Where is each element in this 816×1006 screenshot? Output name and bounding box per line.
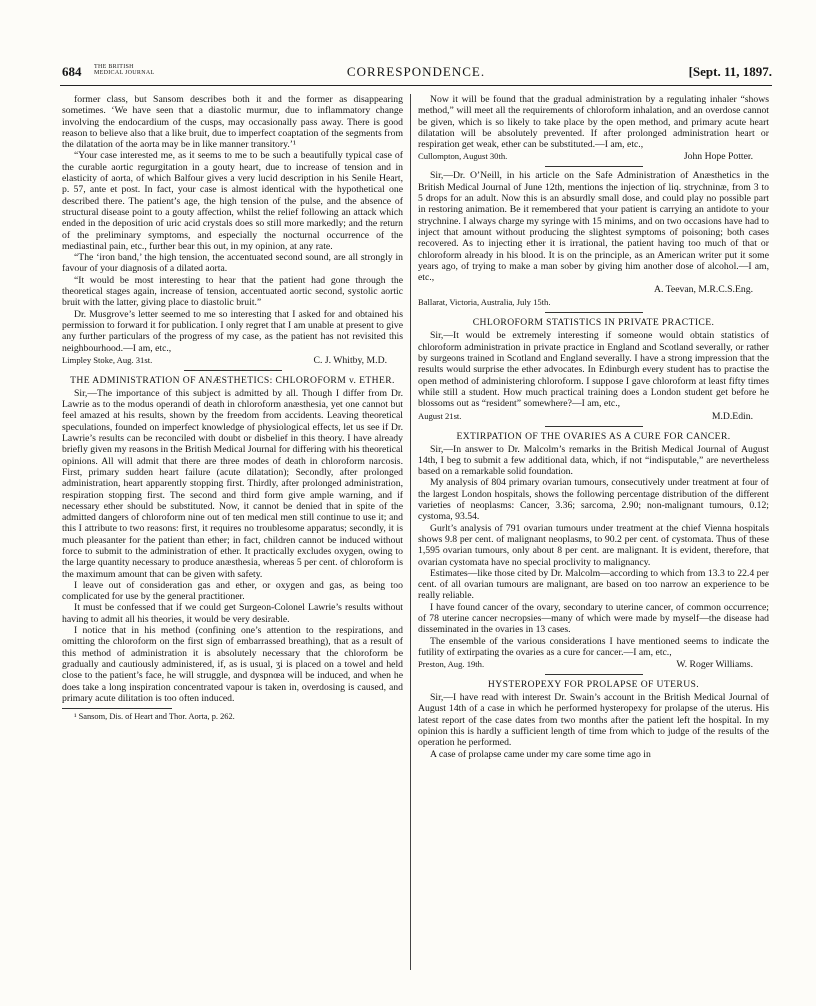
paragraph: A case of prolapse came under my care some time ago in	[430, 748, 651, 760]
signature-place: Ballarat, Victoria, Australia, July 15th.	[418, 297, 551, 308]
signature-place: Cullompton, August 30th.	[418, 151, 508, 162]
paragraph: Sir,—The importance of this subject is admitted by all. Though I differ from Dr. Lawrie as to the modus operandi of death in chloroform anæsthesia, yet one cannot but feel amazed at his results, shown by the freedom from accidents. Leaving theoretical speculations, founded on imperfect knowledge of physiological effects, let us see if Dr. Lawrie’s results can be reconciled with doubt or disbelief in this theory. I have already briefly given my reasons in the British Medical Journal for differing with his theoretical opinions. All will admit that there are three modes of death in chloroform narcosis. First, primary sudden heart failure (acute dilatation); Secondly, after prolonged administration, heart apparently stopping first. Thirdly, after prolonged administration, respiration stopping first. The second and third form give ample warning, and if necessary ether should be substituted. Now, it cannot be denied that in spite of the admitted dangers of chloroform nine out of ten medical men still continue to use it; and this I attribute to two reasons: first, it requires no troublesome apparatus; secondly, it is much pleasanter for the patient than ether; in fact, children cannot be induced without force to submit to the administration of ether. It practically excludes oxygen, owing to the large quantity necessary to produce anæsthesia, whereas 5 per cent. of chloroform is the maximum amount that can be given with safety.	[62, 387, 403, 580]
signature-place: August 21st.	[418, 410, 462, 421]
article-heading: HYSTEROPEXY FOR PROLAPSE OF UTERUS.	[487, 679, 700, 691]
paragraph: Gurlt’s analysis of 791 ovarian tumours under treatment at the chief Vienna hospitals shows 9.8 per cent. of malignant neoplasms, to 90.2 per cent. of cystomata. Thus of these 1,595 ovarian tumours, only about 8 per cent. are malignant. It is evident, therefore, that ovarian cystomata have no special proclivity to malignancy.	[418, 522, 769, 568]
paragraph: Now it will be found that the gradual administration by a regulating inhaler “shows method,” will meet all the requirements of chloroform inhalation, and an overdose cannot be given, which is so likely to take place by the open method, and primary acute heart dilatation will be absolutely prevented. If after prolonged administration heart or respiration get weak, ether can be substituted.—I am, etc.,	[418, 94, 769, 151]
article-heading: CHLOROFORM STATISTICS IN PRIVATE PRACTICE.	[472, 317, 715, 329]
section-title: CORRESPONDENCE.	[346, 64, 486, 79]
paragraph: Sir,—I have read with interest Dr. Swain’s account in the British Medical Journal of August 14th of a case in which he performed hysteropexy for prolapse of the uterus. His latest report of the case dates from two months after the patient left the hospital. In my opinion this is hardly a sufficient length of time from which to judge of the results of the operation he performed.	[418, 692, 769, 749]
header-rule	[60, 85, 772, 86]
footnote: ¹ Sansom, Dis. of Heart and Thor. Aorta, p. 262.	[74, 712, 235, 722]
separator-rule	[545, 426, 643, 427]
signature	[418, 411, 769, 423]
paragraph: It must be confessed that if we could get Surgeon-Colonel Lawrie’s results without having to admit all his theories, it would be very desirable.	[62, 602, 403, 625]
paragraph: “It would be most interesting to hear that the patient had gone through the theoretical stages again, increase of tension, accentuated aortic second, systolic aortic bruit with the latter, giving place to diastolic bruit.”	[62, 274, 403, 309]
signature	[418, 151, 769, 163]
paragraph: Estimates—like those cited by Dr. Malcolm—according to which from 13.3 to 22.4 per cent. of all ovarian tumours are malignant, are based on too narrow an experience to be really reliable.	[418, 567, 769, 602]
signature-name: A. Teevan, M.R.C.S.Eng.	[654, 284, 753, 296]
signature	[62, 355, 403, 367]
separator-rule	[545, 166, 643, 167]
paragraph: I notice that in his method (confining one’s attention to the respirations, and omitting the chloroform on the first sign of embarrassed breathing), that as a result of this method of administration it is absolutely necessary that the chloroform be gradually and cautiously administered, if, as is usual, ʒi is placed on a towel and held close to the patient’s face, he will struggle, and dyspnœa will be induced, and when he does take a long inspiration concentrated vapour is taken in, overdosing is caused, and primary acute dilitation is too often induced.	[62, 625, 403, 704]
journal-name-line2: MEDICAL JOURNAL	[94, 70, 155, 76]
separator-rule	[545, 312, 643, 313]
paragraph: Sir,—Dr. O’Neill, in his article on the Safe Administration of Anæsthetics in the British Medical Journal of June 12th, mentions the injection of liq. strychninæ, from 3 to 5 drops for an adult. Now this is an absurdly small dose, and could play no possible part in restoring animation. Be it remembered that your patient is carrying an antidote to your strychnine. I always charge my syringe with 15 minims, and on two occasions have had to inject that amount without producing the slightest symptoms of poisoning; both cases recovered. As to injecting ether it is irrational, the patient having too much of that or chloroform already in his blood. It is on the principle, as an American writer put it some years ago, of trying to make a man sober by giving him another dose of alcohol.—I am, etc.,	[418, 170, 769, 284]
left-column	[62, 94, 403, 970]
paragraph: I leave out of consideration gas and ether, or oxygen and gas, as being too complicated for use by the general practitioner.	[62, 579, 403, 603]
article-heading: THE ADMINISTRATION OF ANÆSTHETICS: CHLOROFORM v. ETHER.	[70, 374, 395, 386]
page-header	[60, 64, 772, 86]
separator-rule	[545, 674, 643, 675]
paragraph: Dr. Musgrove’s letter seemed to me so interesting that I asked for and obtained his permission to forward it for publication. I only regret that I am unable at present to give any further particulars of the progress of my case, as the patient has not revisited this neighbourhood.—I am, etc.,	[62, 308, 403, 354]
paragraph: Sir,—It would be extremely interesting if someone would obtain statistics of chloroform administration in private practice in England and Scotland severally, or rather by surgeons trained in Scotland and England severally. I have a strong impression that the results would surprise the ether advocates. In Edinburgh every student has to practise the open method of administering chloroform. I suppose I gave chloroform at least fifty times while still a student. How much practical training does a London student get before he blossoms out as “resident” somewhere?—I am, etc.,	[418, 330, 769, 410]
article-heading: EXTIRPATION OF THE OVARIES AS A CURE FOR CANCER.	[456, 430, 731, 442]
signature	[418, 297, 769, 309]
page-number: 684	[62, 64, 82, 79]
paragraph: The ensemble of the various considerations I have mentioned seems to indicate the futility of extirpating the ovaries as a cure for cancer.—I am, etc.,	[418, 635, 769, 658]
paragraph: “Your case interested me, as it seems to me to be such a beautifully typical case of the curable aortic regurgitation in a gouty heart, due to increase of tension and in elasticity of aorta, of which Balfour gives a very lucid description in his Senile Heart, p. 57, ante et post. In fact, your case is almost identical with the hypothetical one described there. The patient’s age, the high tension of the pulse, and the absence of structural disease point to a gouty affection, whilst the relief following an attack which ended in the deposition of uric acid crystals does so still more markedly; and the return of the preliminary symptoms, and especially the nocturnal occurrence of the mediastinal pain, etc., further bear this out, in my opinion, at any rate.	[62, 150, 403, 252]
issue-date: [Sept. 11, 1897.	[688, 64, 772, 79]
paragraph: Sir,—In answer to Dr. Malcolm’s remarks in the British Medical Journal of August 14th, I beg to submit a few additional data, which, if not “indisputable,” are nevertheless based on a remarkable solid foundation.	[418, 443, 769, 478]
journal-name-line1: THE BRITISH	[94, 64, 134, 70]
footnote-rule	[62, 708, 172, 709]
signature-name: John Hope Potter.	[683, 151, 753, 163]
separator-rule	[184, 370, 282, 371]
paragraph: I have found cancer of the ovary, secondary to uterine cancer, of common occurrence; of 78 uterine cancer necropsies—many of which were made by myself—the disease had disseminated in the ovaries in 13 cases.	[418, 601, 769, 636]
paragraph: former class, but Sansom describes both it and the former as disappearing sometimes. ‘We have seen that a diastolic murmur, due to inflammatory change involving the endocardium of the cusps, may occasionally pass away. There is good reason to believe also that a like bruit, due to imperfect coaptation of the segments from the dilatation of the aorta may be in like manner transitory.’¹	[62, 94, 403, 151]
column-divider	[410, 94, 411, 970]
right-column	[418, 94, 769, 970]
signature-name: C. J. Whitby, M.D.	[313, 354, 387, 366]
paragraph: “The ‘iron band,’ the high tension, the accentuated second sound, are all strongly in favour of your diagnosis of a dilated aorta.	[62, 252, 403, 275]
signature	[418, 659, 769, 671]
signature-name: W. Roger Williams.	[676, 659, 753, 671]
signature-name: M.D.Edin.	[711, 410, 753, 422]
paragraph: My analysis of 804 primary ovarian tumours, consecutively under treatment at four of the largest London hospitals, shows the following percentage distribution of the different varieties of neoplasms: Cancer, 3.36; sarcoma, 2.90; non-malignant tumours, 0.12; cystoma, 93.54.	[418, 477, 769, 523]
signature-place: Preston, Aug. 19th.	[418, 659, 485, 670]
signature	[418, 284, 769, 296]
signature-place: Limpley Stoke, Aug. 31st.	[62, 354, 153, 365]
